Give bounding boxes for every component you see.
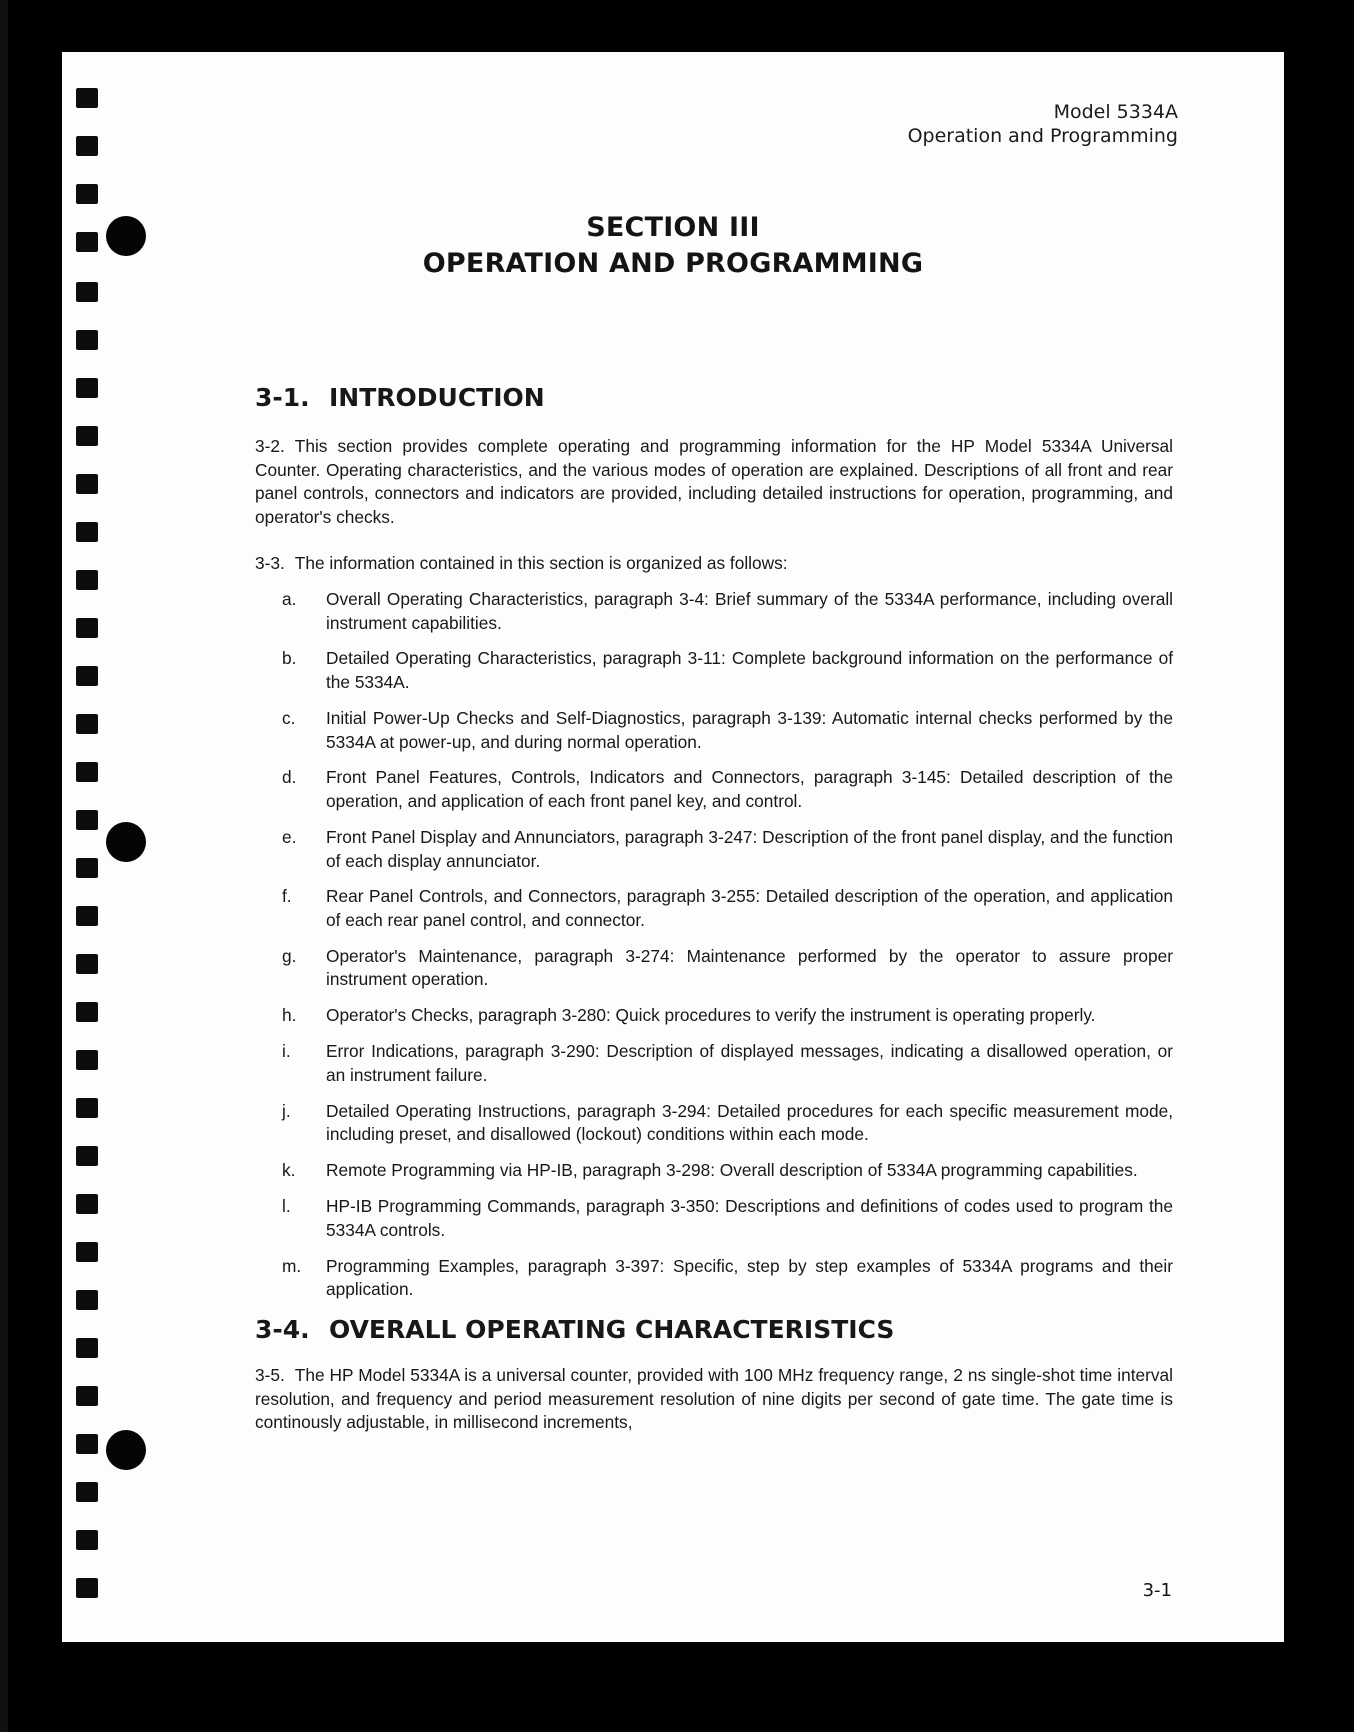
- punch-hole: [76, 1194, 98, 1214]
- punch-hole: [76, 570, 98, 590]
- punch-hole: [76, 378, 98, 398]
- item-label: m.: [282, 1255, 302, 1276]
- item-label: c.: [282, 707, 296, 728]
- list-item: [255, 1100, 1173, 1147]
- punch-hole: [76, 1050, 98, 1070]
- list-item: [255, 1159, 1173, 1183]
- punch-hole: [76, 954, 98, 974]
- item-label: e.: [282, 826, 297, 847]
- punch-hole: [76, 1386, 98, 1406]
- punch-hole: [76, 1482, 98, 1502]
- scan-edge: [0, 0, 8, 1732]
- item-text: Remote Programming via HP-IB, paragraph 3-298: Overall description of 5334A programming capabilities.: [326, 1160, 1138, 1181]
- header-model: Model 5334A: [1053, 101, 1178, 123]
- list-item: [255, 647, 1173, 694]
- list-item: [255, 1004, 1173, 1028]
- running-header: [908, 100, 1178, 148]
- paragraph-text: The HP Model 5334A is a universal counter, provided with 100 MHz frequency range, 2 ns single-shot time interval resolution, and frequency and period measurement resolution of nine digits per second of gate time. The gate time is continously adjustable, in millisecond increments,: [255, 1365, 1173, 1433]
- punch-hole: [76, 810, 98, 830]
- header-subtitle: Operation and Programming: [907, 125, 1178, 147]
- punch-hole: [76, 1434, 98, 1454]
- paragraph-number: 3-3.: [255, 553, 285, 574]
- paragraph-text: This section provides complete operating and programming information for the HP Model 5334A Universal Counter. Operating characteristics, and the various modes of operation are explained. Descriptions of all front and rear panel controls, connectors and indicators are provided, including detailed instructions for operation, programming, and operator's checks.: [255, 436, 1173, 527]
- punch-hole: [76, 714, 98, 734]
- section-title: [62, 210, 1284, 282]
- list-item: [255, 1040, 1173, 1087]
- ring-binder-hole: [106, 1430, 146, 1470]
- list-item: [255, 766, 1173, 813]
- punch-hole: [76, 762, 98, 782]
- ring-binder-hole: [106, 822, 146, 862]
- punch-hole: [76, 330, 98, 350]
- item-text: Front Panel Features, Controls, Indicators and Connectors, paragraph 3-145: Detailed description of the operation, and application of each front panel key, and control.: [326, 767, 1173, 812]
- punch-hole: [76, 618, 98, 638]
- item-text: Operator's Checks, paragraph 3-280: Quick procedures to verify the instrument is operating properly.: [326, 1005, 1096, 1026]
- item-text: Programming Examples, paragraph 3-397: Specific, step by step examples of 5334A programs and their application.: [326, 1255, 1173, 1300]
- item-label: d.: [282, 767, 297, 788]
- organization-list: [255, 588, 1173, 1302]
- list-item: [255, 1255, 1173, 1302]
- paragraph-number: 3-5.: [255, 1365, 285, 1386]
- item-label: h.: [282, 1005, 297, 1026]
- item-text: Front Panel Display and Annunciators, paragraph 3-247: Description of the front panel display, and the function of each display annunciator.: [326, 826, 1173, 871]
- item-label: g.: [282, 945, 297, 966]
- item-text: Rear Panel Controls, and Connectors, paragraph 3-255: Detailed description of the operation, and application of each rear panel control, and connector.: [326, 886, 1173, 930]
- paragraph-number: 3-2.: [255, 436, 285, 456]
- item-label: b.: [282, 648, 297, 669]
- list-item: [255, 945, 1173, 992]
- punch-hole: [76, 1002, 98, 1022]
- punch-hole: [76, 906, 98, 926]
- item-text: Operator's Maintenance, paragraph 3-274: Maintenance performed by the operator to assure proper instrument operation.: [326, 945, 1173, 990]
- paragraph-3-5: [255, 1364, 1173, 1435]
- punch-hole: [76, 522, 98, 542]
- item-label: a.: [282, 588, 297, 609]
- item-text: Overall Operating Characteristics, paragraph 3-4: Brief summary of the 5334A performance, including overall instrument capabilities.: [326, 588, 1173, 633]
- item-text: Initial Power-Up Checks and Self-Diagnostics, paragraph 3-139: Automatic internal checks performed by the 5334A at power-up, and during normal operation.: [326, 707, 1173, 752]
- heading-number: 3-4.: [255, 1315, 310, 1345]
- heading-title: OVERALL OPERATING CHARACTERISTICS: [329, 1315, 895, 1345]
- page-body: [255, 382, 1173, 1435]
- list-item: [255, 885, 1173, 932]
- item-label: k.: [282, 1160, 296, 1181]
- paragraph-3-2: [255, 435, 1173, 529]
- punch-hole: [76, 1578, 98, 1598]
- item-text: Detailed Operating Characteristics, paragraph 3-11: Complete background information on the performance of the 5334A.: [326, 648, 1173, 693]
- document-page: [62, 52, 1284, 1642]
- paragraph-3-3: [255, 552, 1173, 576]
- punch-hole: [76, 1338, 98, 1358]
- item-label: j.: [282, 1100, 291, 1121]
- paragraph-text: The information contained in this section is organized as follows:: [294, 553, 788, 574]
- section-number: SECTION III: [586, 212, 760, 243]
- punch-hole: [76, 858, 98, 878]
- punch-hole: [76, 666, 98, 686]
- item-label: i.: [282, 1041, 291, 1062]
- list-item: [255, 707, 1173, 754]
- heading-number: 3-1.: [255, 383, 310, 412]
- list-item: [255, 588, 1173, 635]
- heading-title: INTRODUCTION: [329, 383, 545, 412]
- punch-hole: [76, 1098, 98, 1118]
- introduction-heading: [255, 382, 1173, 414]
- item-label: f.: [282, 886, 292, 907]
- punch-hole: [76, 426, 98, 446]
- overall-characteristics-heading: [255, 1314, 1173, 1346]
- list-item: [255, 826, 1173, 873]
- punch-hole: [76, 474, 98, 494]
- punch-hole: [76, 184, 98, 204]
- section-name: OPERATION AND PROGRAMMING: [422, 248, 924, 279]
- page-number: 3-1: [1142, 1580, 1172, 1601]
- item-text: Detailed Operating Instructions, paragraph 3-294: Detailed procedures for each specific measurement mode, including preset, and disallowed (lockout) conditions within each mode.: [326, 1100, 1173, 1145]
- item-label: l.: [282, 1196, 291, 1217]
- punch-hole: [76, 1530, 98, 1550]
- punch-hole: [76, 1146, 98, 1166]
- item-text: Error Indications, paragraph 3-290: Description of displayed messages, indicating a disallowed operation, or an instrument failure.: [326, 1041, 1173, 1085]
- list-item: [255, 1195, 1173, 1242]
- punch-hole: [76, 88, 98, 108]
- punch-hole: [76, 282, 98, 302]
- punch-hole: [76, 1290, 98, 1310]
- punch-hole: [76, 136, 98, 156]
- item-text: HP-IB Programming Commands, paragraph 3-350: Descriptions and definitions of codes used to program the 5334A controls.: [326, 1196, 1173, 1240]
- punch-hole: [76, 1242, 98, 1262]
